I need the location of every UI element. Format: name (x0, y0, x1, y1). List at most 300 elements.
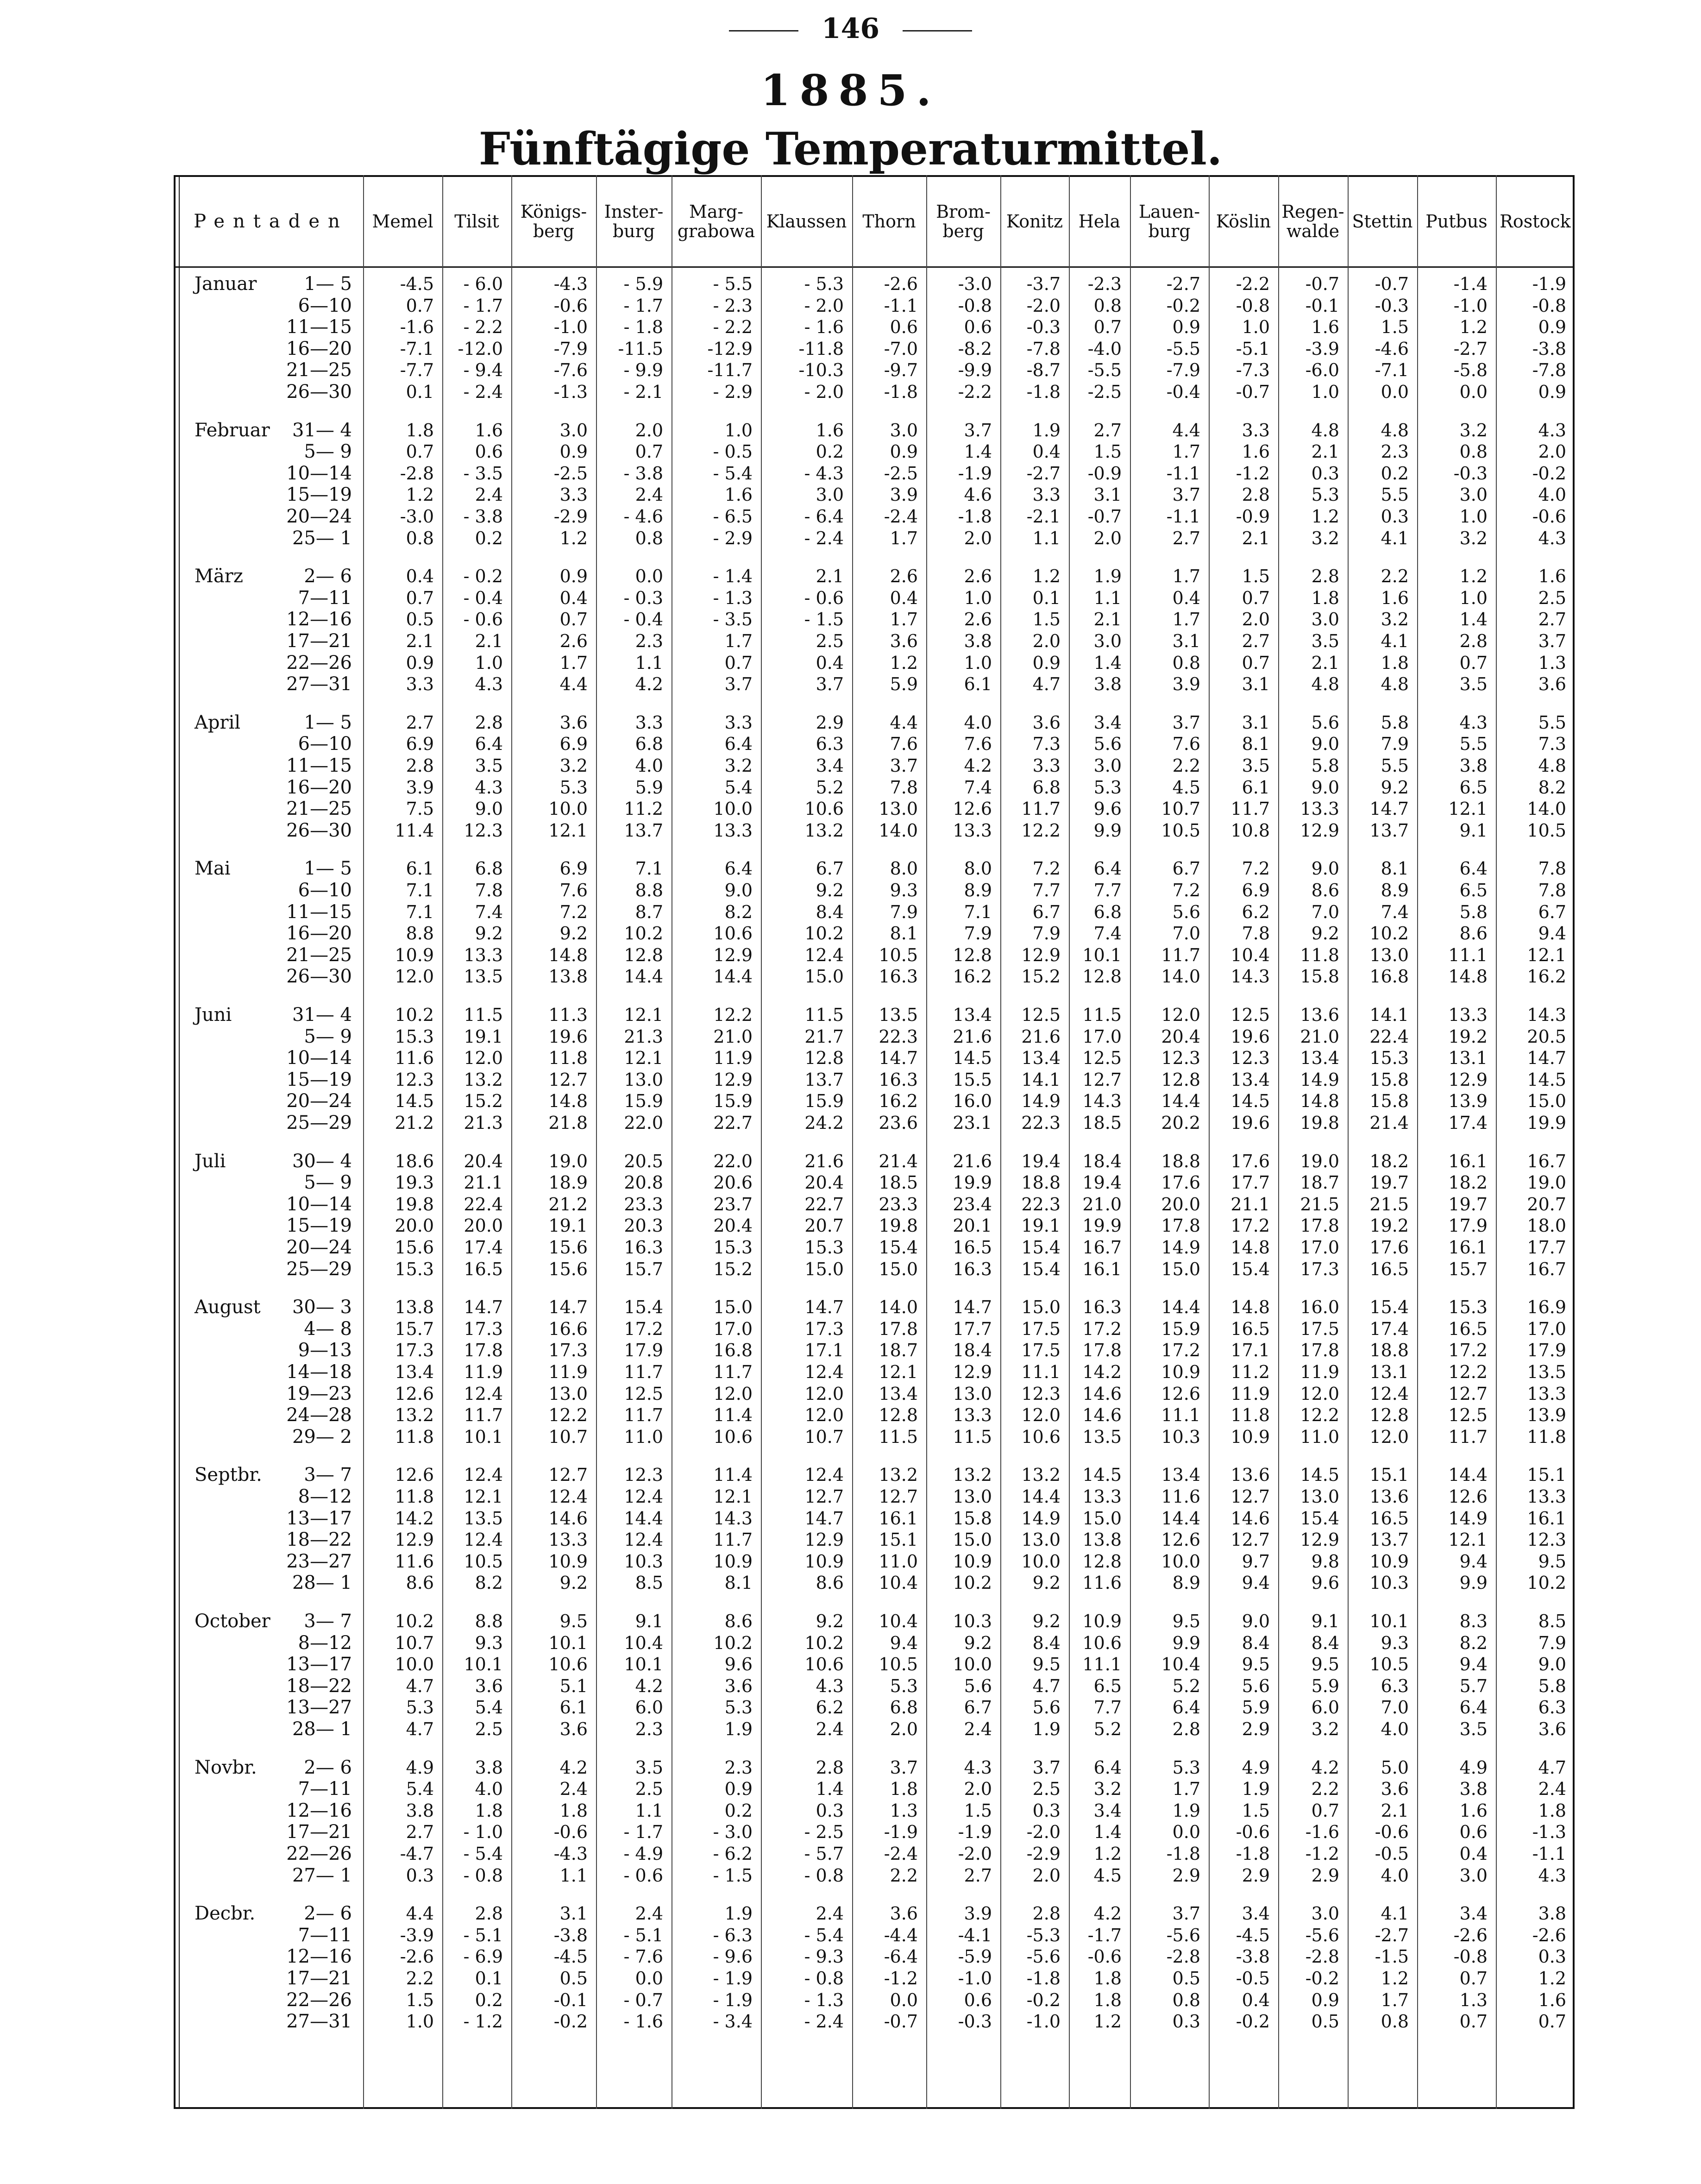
table-cell: 12.1 (548, 820, 588, 841)
table-cell: 22.7 (804, 1194, 844, 1215)
table-cell: 8.2 (1538, 777, 1566, 798)
table-cell: 10.6 (713, 923, 753, 944)
table-cell: 13.2 (804, 820, 844, 841)
table-cell: 3.2 (1459, 528, 1488, 548)
table-cell: 14.7 (548, 1297, 588, 1318)
table-cell: -4.4 (884, 1925, 918, 1945)
table-cell: -4.5 (553, 1946, 588, 1967)
table-cell: 2.9 (1311, 1865, 1339, 1886)
table-cell: 5.6 (1242, 1675, 1270, 1696)
table-cell: 0.1 (1032, 587, 1061, 608)
table-cell: 20.0 (464, 1215, 503, 1236)
table-cell: 7.7 (1032, 880, 1061, 900)
table-cell: 14.8 (548, 944, 588, 965)
table-cell: 23.3 (624, 1194, 663, 1215)
table-cell: - 6.3 (713, 1925, 753, 1945)
table-cell: -9.9 (958, 360, 992, 381)
table-cell: 20.7 (1527, 1194, 1566, 1215)
table-cell: 16.5 (1369, 1259, 1409, 1279)
table-cell: 19.1 (464, 1026, 503, 1047)
table-cell: 1.2 (1093, 2011, 1122, 2032)
table-cell: 3.2 (1311, 528, 1339, 548)
table-cell: 11.6 (395, 1048, 434, 1069)
table-cell: 18.8 (1021, 1172, 1061, 1193)
table-cell: -1.1 (1532, 1844, 1566, 1864)
table-cell: 14.5 (1527, 1069, 1566, 1090)
table-cell: 2.5 (635, 1779, 663, 1800)
table-cell: -2.9 (1026, 1844, 1061, 1864)
table-cell: 21.3 (464, 1113, 503, 1133)
table-cell: 14.5 (395, 1091, 434, 1112)
table-cell: 9.8 (1311, 1551, 1339, 1572)
table-cell: 11.4 (713, 1465, 753, 1485)
table-cell: 9.5 (1242, 1654, 1270, 1675)
table-cell: 3.1 (1093, 485, 1122, 505)
table-cell: 12.8 (624, 944, 663, 965)
table-cell: 17.1 (1230, 1340, 1270, 1361)
table-cell: 7.6 (890, 734, 918, 755)
table-cell: -3.9 (1305, 338, 1339, 359)
table-cell: 3.1 (559, 1903, 588, 1924)
table-cell: 16.1 (1448, 1237, 1488, 1258)
table-cell: 1.8 (1311, 587, 1339, 608)
table-cell: 10.5 (879, 944, 918, 965)
table-cell: 9.4 (890, 1632, 918, 1653)
month-label: Juni (195, 1004, 232, 1026)
table-cell: -7.9 (1166, 360, 1200, 381)
table-cell: -1.1 (884, 295, 918, 316)
table-cell: 13.7 (624, 820, 663, 841)
table-cell: 3.0 (816, 485, 844, 505)
table-cell: -0.6 (1087, 1946, 1122, 1967)
table-cell: 9.0 (1311, 734, 1339, 755)
pentade-label: 29— 2 (292, 1426, 352, 1448)
table-cell: 16.7 (1527, 1151, 1566, 1171)
table-cell: 2.5 (816, 631, 844, 651)
table-cell: -2.7 (1375, 1925, 1409, 1945)
table-cell: 15.3 (1369, 1048, 1409, 1069)
table-cell: 6.7 (1538, 901, 1566, 922)
table-cell: -1.1 (1166, 463, 1200, 484)
pentade-label: 2— 6 (304, 1756, 352, 1778)
table-cell: 0.2 (475, 528, 503, 548)
pentade-label: 16—20 (286, 923, 352, 944)
table-cell: 6.0 (1311, 1697, 1339, 1718)
table-cell: 21.4 (1369, 1113, 1409, 1133)
table-cell: 15.4 (624, 1297, 663, 1318)
table-cell: -1.6 (400, 317, 434, 338)
month-label: Januar (195, 273, 257, 295)
table-cell: -0.7 (1375, 274, 1409, 294)
table-cell: - 2.3 (713, 295, 753, 316)
table-cell: 12.7 (804, 1486, 844, 1507)
table-cell: 6.5 (1459, 777, 1488, 798)
table-cell: 12.6 (1161, 1383, 1200, 1404)
table-cell: 1.4 (964, 441, 992, 462)
table-cell: 12.2 (1300, 1405, 1339, 1426)
table-cell: 13.9 (1448, 1091, 1488, 1112)
table-cell: 13.2 (953, 1465, 992, 1485)
table-cell: 4.4 (406, 1903, 434, 1924)
table-cell: 3.4 (1093, 712, 1122, 733)
table-cell: 16.5 (1230, 1318, 1270, 1339)
pentade-label: 1— 5 (304, 711, 352, 733)
table-cell: 5.2 (1172, 1675, 1200, 1696)
table-cell: 11.7 (624, 1362, 663, 1382)
table-cell: 13.0 (624, 1069, 663, 1090)
table-cell: 10.0 (548, 799, 588, 819)
table-cell: 0.0 (635, 1968, 663, 1989)
table-cell: 14.7 (804, 1508, 844, 1529)
table-cell: 8.9 (964, 880, 992, 900)
table-cell: 17.6 (1161, 1172, 1200, 1193)
table-cell: 10.2 (395, 1611, 434, 1631)
table-cell: 3.6 (724, 1675, 753, 1696)
table-cell: 17.5 (1300, 1318, 1339, 1339)
header-station: Hela (1078, 211, 1121, 232)
table-cell: 3.3 (559, 485, 588, 505)
table-cell: 7.2 (1242, 858, 1270, 879)
table-cell: 9.9 (1459, 1573, 1488, 1593)
table-cell: 8.1 (1242, 734, 1270, 755)
table-cell: 3.7 (816, 674, 844, 695)
table-cell: 0.5 (1172, 1968, 1200, 1989)
table-cell: 13.6 (1300, 1005, 1339, 1025)
table-cell: 12.8 (804, 1048, 844, 1069)
table-cell: 5.6 (1172, 901, 1200, 922)
page-number-rule-right (903, 30, 972, 31)
table-cell: 21.2 (395, 1113, 434, 1133)
table-cell: 2.7 (406, 712, 434, 733)
table-cell: - 5.4 (463, 1844, 503, 1864)
table-cell: 2.8 (816, 1757, 844, 1778)
table-cell: 2.6 (890, 566, 918, 587)
pentade-label: 16—20 (286, 776, 352, 798)
pentade-label: 3— 7 (304, 1464, 352, 1486)
table-cell: 13.4 (879, 1383, 918, 1404)
table-cell: - 3.0 (713, 1822, 753, 1843)
table-cell: - 1.7 (463, 295, 503, 316)
table-cell: -0.6 (553, 1822, 588, 1843)
table-cell: 4.1 (1381, 528, 1409, 548)
table-cell: 8.0 (964, 858, 992, 879)
table-cell: 1.2 (559, 528, 588, 548)
table-cell: 5.8 (1311, 755, 1339, 776)
table-cell: 4.3 (1538, 528, 1566, 548)
table-cell: 14.6 (1082, 1405, 1122, 1426)
table-cell: 0.7 (1459, 1968, 1488, 1989)
table-cell: 23.1 (953, 1113, 992, 1133)
table-cell: 21.1 (464, 1172, 503, 1193)
table-cell: - 1.9 (713, 1968, 753, 1989)
table-cell: 15.7 (1448, 1259, 1488, 1279)
pentade-label: 12—16 (286, 1800, 352, 1821)
pentade-label: 21—25 (286, 944, 352, 966)
table-cell: -2.2 (1236, 274, 1270, 294)
table-cell: 10.0 (953, 1654, 992, 1675)
table-cell: -0.8 (1236, 295, 1270, 316)
table-cell: -1.8 (1026, 382, 1061, 402)
table-cell: 9.0 (1311, 777, 1339, 798)
table-cell: 0.7 (1242, 587, 1270, 608)
table-cell: 12.4 (1369, 1383, 1409, 1404)
header-station: Brom- berg (936, 201, 991, 241)
header-station: Regen- walde (1281, 201, 1344, 241)
month-label: Februar (195, 419, 270, 441)
table-cell: - 2.2 (463, 317, 503, 338)
table-cell: 1.0 (475, 652, 503, 673)
table-cell: -0.5 (1236, 1968, 1270, 1989)
table-cell: 7.0 (1311, 901, 1339, 922)
table-cell: 11.1 (1448, 944, 1488, 965)
table-cell: 7.1 (406, 880, 434, 900)
table-cell: 1.0 (1311, 382, 1339, 402)
table-cell: 22.3 (1021, 1194, 1061, 1215)
table-cell: - 2.2 (713, 317, 753, 338)
table-cell: 3.8 (475, 1757, 503, 1778)
table-cell: -5.3 (1026, 1925, 1061, 1945)
table-cell: -7.1 (1375, 360, 1409, 381)
table-cell: 0.9 (406, 652, 434, 673)
table-cell: 2.3 (635, 631, 663, 651)
table-cell: - 9.4 (463, 360, 503, 381)
table-cell: -2.8 (1305, 1946, 1339, 1967)
table-cell: 0.0 (635, 566, 663, 587)
table-cell: 6.0 (635, 1697, 663, 1718)
table-cell: -2.4 (884, 506, 918, 527)
table-cell: -2.5 (1087, 382, 1122, 402)
table-cell: - 4.9 (623, 1844, 663, 1864)
table-cell: 1.7 (1172, 1779, 1200, 1800)
table-cell: 14.2 (395, 1508, 434, 1529)
table-cell: 10.3 (1369, 1573, 1409, 1593)
table-cell: 1.7 (559, 652, 588, 673)
table-cell: 3.0 (1093, 755, 1122, 776)
table-cell: 12.0 (1161, 1005, 1200, 1025)
table-cell: 14.1 (1369, 1005, 1409, 1025)
table-cell: - 5.9 (623, 274, 663, 294)
table-cell: 2.0 (964, 528, 992, 548)
table-cell: 15.4 (1230, 1259, 1270, 1279)
table-cell: -4.1 (958, 1925, 992, 1945)
table-cell: 21.7 (804, 1026, 844, 1047)
table-cell: 7.6 (559, 880, 588, 900)
table-cell: 8.5 (1538, 1611, 1566, 1631)
table-cell: 7.8 (1538, 880, 1566, 900)
table-cell: 17.5 (1021, 1318, 1061, 1339)
table-cell: 10.0 (395, 1654, 434, 1675)
table-cell: 10.5 (879, 1654, 918, 1675)
table-cell: 0.2 (1381, 463, 1409, 484)
table-cell: 3.5 (1242, 755, 1270, 776)
table-cell: 2.1 (816, 566, 844, 587)
table-cell: 10.0 (1161, 1551, 1200, 1572)
table-cell: 8.0 (890, 858, 918, 879)
table-cell: 0.7 (635, 441, 663, 462)
table-cell: -4.7 (400, 1844, 434, 1864)
table-cell: 0.9 (1538, 317, 1566, 338)
table-cell: -9.7 (884, 360, 918, 381)
table-cell: 12.8 (1161, 1069, 1200, 1090)
header-station: Lauen- burg (1138, 201, 1200, 241)
table-cell: -0.6 (1532, 506, 1566, 527)
table-cell: -4.6 (1375, 338, 1409, 359)
table-cell: 4.0 (1538, 485, 1566, 505)
table-cell: -2.7 (1026, 463, 1061, 484)
table-cell: 1.5 (964, 1800, 992, 1821)
table-cell: 10.2 (1527, 1573, 1566, 1593)
table-cell: 12.2 (713, 1005, 753, 1025)
page-title: Fünftägige Temperaturmittel. (478, 123, 1223, 175)
table-cell: 16.3 (953, 1259, 992, 1279)
table-cell: - 0.6 (804, 587, 844, 608)
table-cell: 2.8 (1459, 631, 1488, 651)
pentade-label: 30— 3 (292, 1297, 352, 1318)
table-cell: 14.1 (1021, 1069, 1061, 1090)
table-cell: 9.9 (1172, 1632, 1200, 1653)
table-cell: 1.8 (890, 1779, 918, 1800)
table-cell: 8.2 (475, 1573, 503, 1593)
table-cell: 21.6 (1021, 1026, 1061, 1047)
table-cell: 10.9 (1369, 1551, 1409, 1572)
table-cell: 8.3 (1459, 1611, 1488, 1631)
table-cell: - 2.4 (804, 528, 844, 548)
table-cell: 13.1 (1448, 1048, 1488, 1069)
table-cell: 11.6 (1161, 1486, 1200, 1507)
table-cell: -1.4 (1453, 274, 1488, 294)
table-cell: 16.0 (1300, 1297, 1339, 1318)
table-cell: 12.8 (879, 1405, 918, 1426)
table-cell: 10.4 (879, 1611, 918, 1631)
table-cell: 9.5 (1538, 1551, 1566, 1572)
table-cell: 14.5 (1082, 1465, 1122, 1485)
table-cell: 14.3 (1230, 966, 1270, 987)
pentade-label: 13—17 (286, 1507, 352, 1529)
pentade-label: 5— 9 (304, 441, 352, 463)
table-cell: 3.6 (1538, 1719, 1566, 1739)
table-cell: 11.7 (464, 1405, 503, 1426)
table-cell: 10.2 (953, 1573, 992, 1593)
table-cell: 11.8 (1300, 944, 1339, 965)
table-cell: 0.4 (890, 587, 918, 608)
pentade-label: 11—15 (286, 901, 352, 923)
pentade-label: 17—21 (286, 630, 352, 652)
table-cell: 8.1 (890, 923, 918, 944)
table-cell: 6.2 (816, 1697, 844, 1718)
table-cell: 4.8 (1381, 420, 1409, 441)
table-cell: 13.7 (1369, 1529, 1409, 1550)
table-cell: 11.0 (879, 1551, 918, 1572)
table-cell: 4.2 (1093, 1903, 1122, 1924)
table-cell: 8.6 (724, 1611, 753, 1631)
table-cell: 3.9 (1172, 674, 1200, 695)
table-cell: -2.4 (884, 1844, 918, 1864)
table-cell: -7.1 (400, 338, 434, 359)
table-cell: 13.0 (953, 1383, 992, 1404)
table-cell: 15.0 (1527, 1091, 1566, 1112)
table-cell: 1.7 (1172, 609, 1200, 630)
pentade-label: 4— 8 (304, 1318, 352, 1340)
pentade-label: 25—29 (286, 1258, 352, 1280)
table-cell: 15.9 (713, 1091, 753, 1112)
table-cell: 8.2 (724, 901, 753, 922)
table-cell: 14.8 (548, 1091, 588, 1112)
header-station: Thorn (862, 211, 916, 232)
table-cell: 16.7 (1527, 1259, 1566, 1279)
table-cell: 12.3 (1021, 1383, 1061, 1404)
table-cell: 0.3 (1538, 1946, 1566, 1967)
table-cell: 7.6 (964, 734, 992, 755)
pentade-label: 25— 1 (292, 527, 352, 549)
table-cell: - 0.3 (623, 587, 663, 608)
table-cell: 14.7 (1369, 799, 1409, 819)
table-cell: 3.1 (1242, 712, 1270, 733)
table-cell: 14.6 (1082, 1383, 1122, 1404)
table-cell: 13.0 (1021, 1529, 1061, 1550)
table-cell: 13.4 (1161, 1465, 1200, 1485)
header-station: Tilsit (454, 211, 499, 232)
table-cell: - 5.4 (804, 1925, 844, 1945)
table-cell: 2.0 (1032, 631, 1061, 651)
table-cell: -0.8 (1453, 1946, 1488, 1967)
table-cell: -0.7 (1236, 382, 1270, 402)
table-cell: -1.5 (1375, 1946, 1409, 1967)
table-cell: 13.1 (1369, 1362, 1409, 1382)
table-cell: 16.2 (953, 966, 992, 987)
table-cell: -8.2 (958, 338, 992, 359)
table-cell: 2.2 (406, 1968, 434, 1989)
table-cell: -4.5 (1236, 1925, 1270, 1945)
table-cell: 20.3 (624, 1215, 663, 1236)
table-cell: 18.4 (1082, 1151, 1122, 1171)
table-cell: 3.4 (1093, 1800, 1122, 1821)
table-cell: 10.1 (1082, 944, 1122, 965)
table-cell: 21.5 (1300, 1194, 1339, 1215)
table-cell: -3.0 (958, 274, 992, 294)
pentade-label: 11—15 (286, 755, 352, 776)
table-cell: 7.3 (1032, 734, 1061, 755)
table-cell: 17.9 (624, 1340, 663, 1361)
column-line (1348, 175, 1349, 2109)
table-cell: 1.9 (1032, 420, 1061, 441)
table-cell: -0.3 (958, 2011, 992, 2032)
table-cell: 5.4 (724, 777, 753, 798)
table-cell: 1.5 (1242, 1800, 1270, 1821)
table-cell: 2.2 (1381, 566, 1409, 587)
table-cell: 12.3 (464, 820, 503, 841)
table-cell: 22.7 (713, 1113, 753, 1133)
table-cell: 4.8 (1311, 420, 1339, 441)
table-cell: 0.3 (406, 1865, 434, 1886)
table-cell: - 1.7 (623, 1822, 663, 1843)
table-cell: 8.8 (406, 923, 434, 944)
table-cell: 3.3 (1242, 420, 1270, 441)
table-cell: 12.4 (624, 1529, 663, 1550)
table-cell: 15.4 (1300, 1508, 1339, 1529)
table-cell: 3.3 (1032, 485, 1061, 505)
table-cell: 5.5 (1381, 485, 1409, 505)
table-cell: 6.1 (964, 674, 992, 695)
table-cell: -2.8 (400, 463, 434, 484)
table-cell: 7.4 (1381, 901, 1409, 922)
table-frame-inner-line (179, 175, 180, 2109)
table-cell: 1.7 (1172, 566, 1200, 587)
table-cell: 9.5 (559, 1611, 588, 1631)
table-cell: 10.5 (1527, 820, 1566, 841)
table-cell: 21.1 (1230, 1194, 1270, 1215)
table-cell: 3.7 (964, 420, 992, 441)
table-cell: 7.9 (1538, 1632, 1566, 1653)
